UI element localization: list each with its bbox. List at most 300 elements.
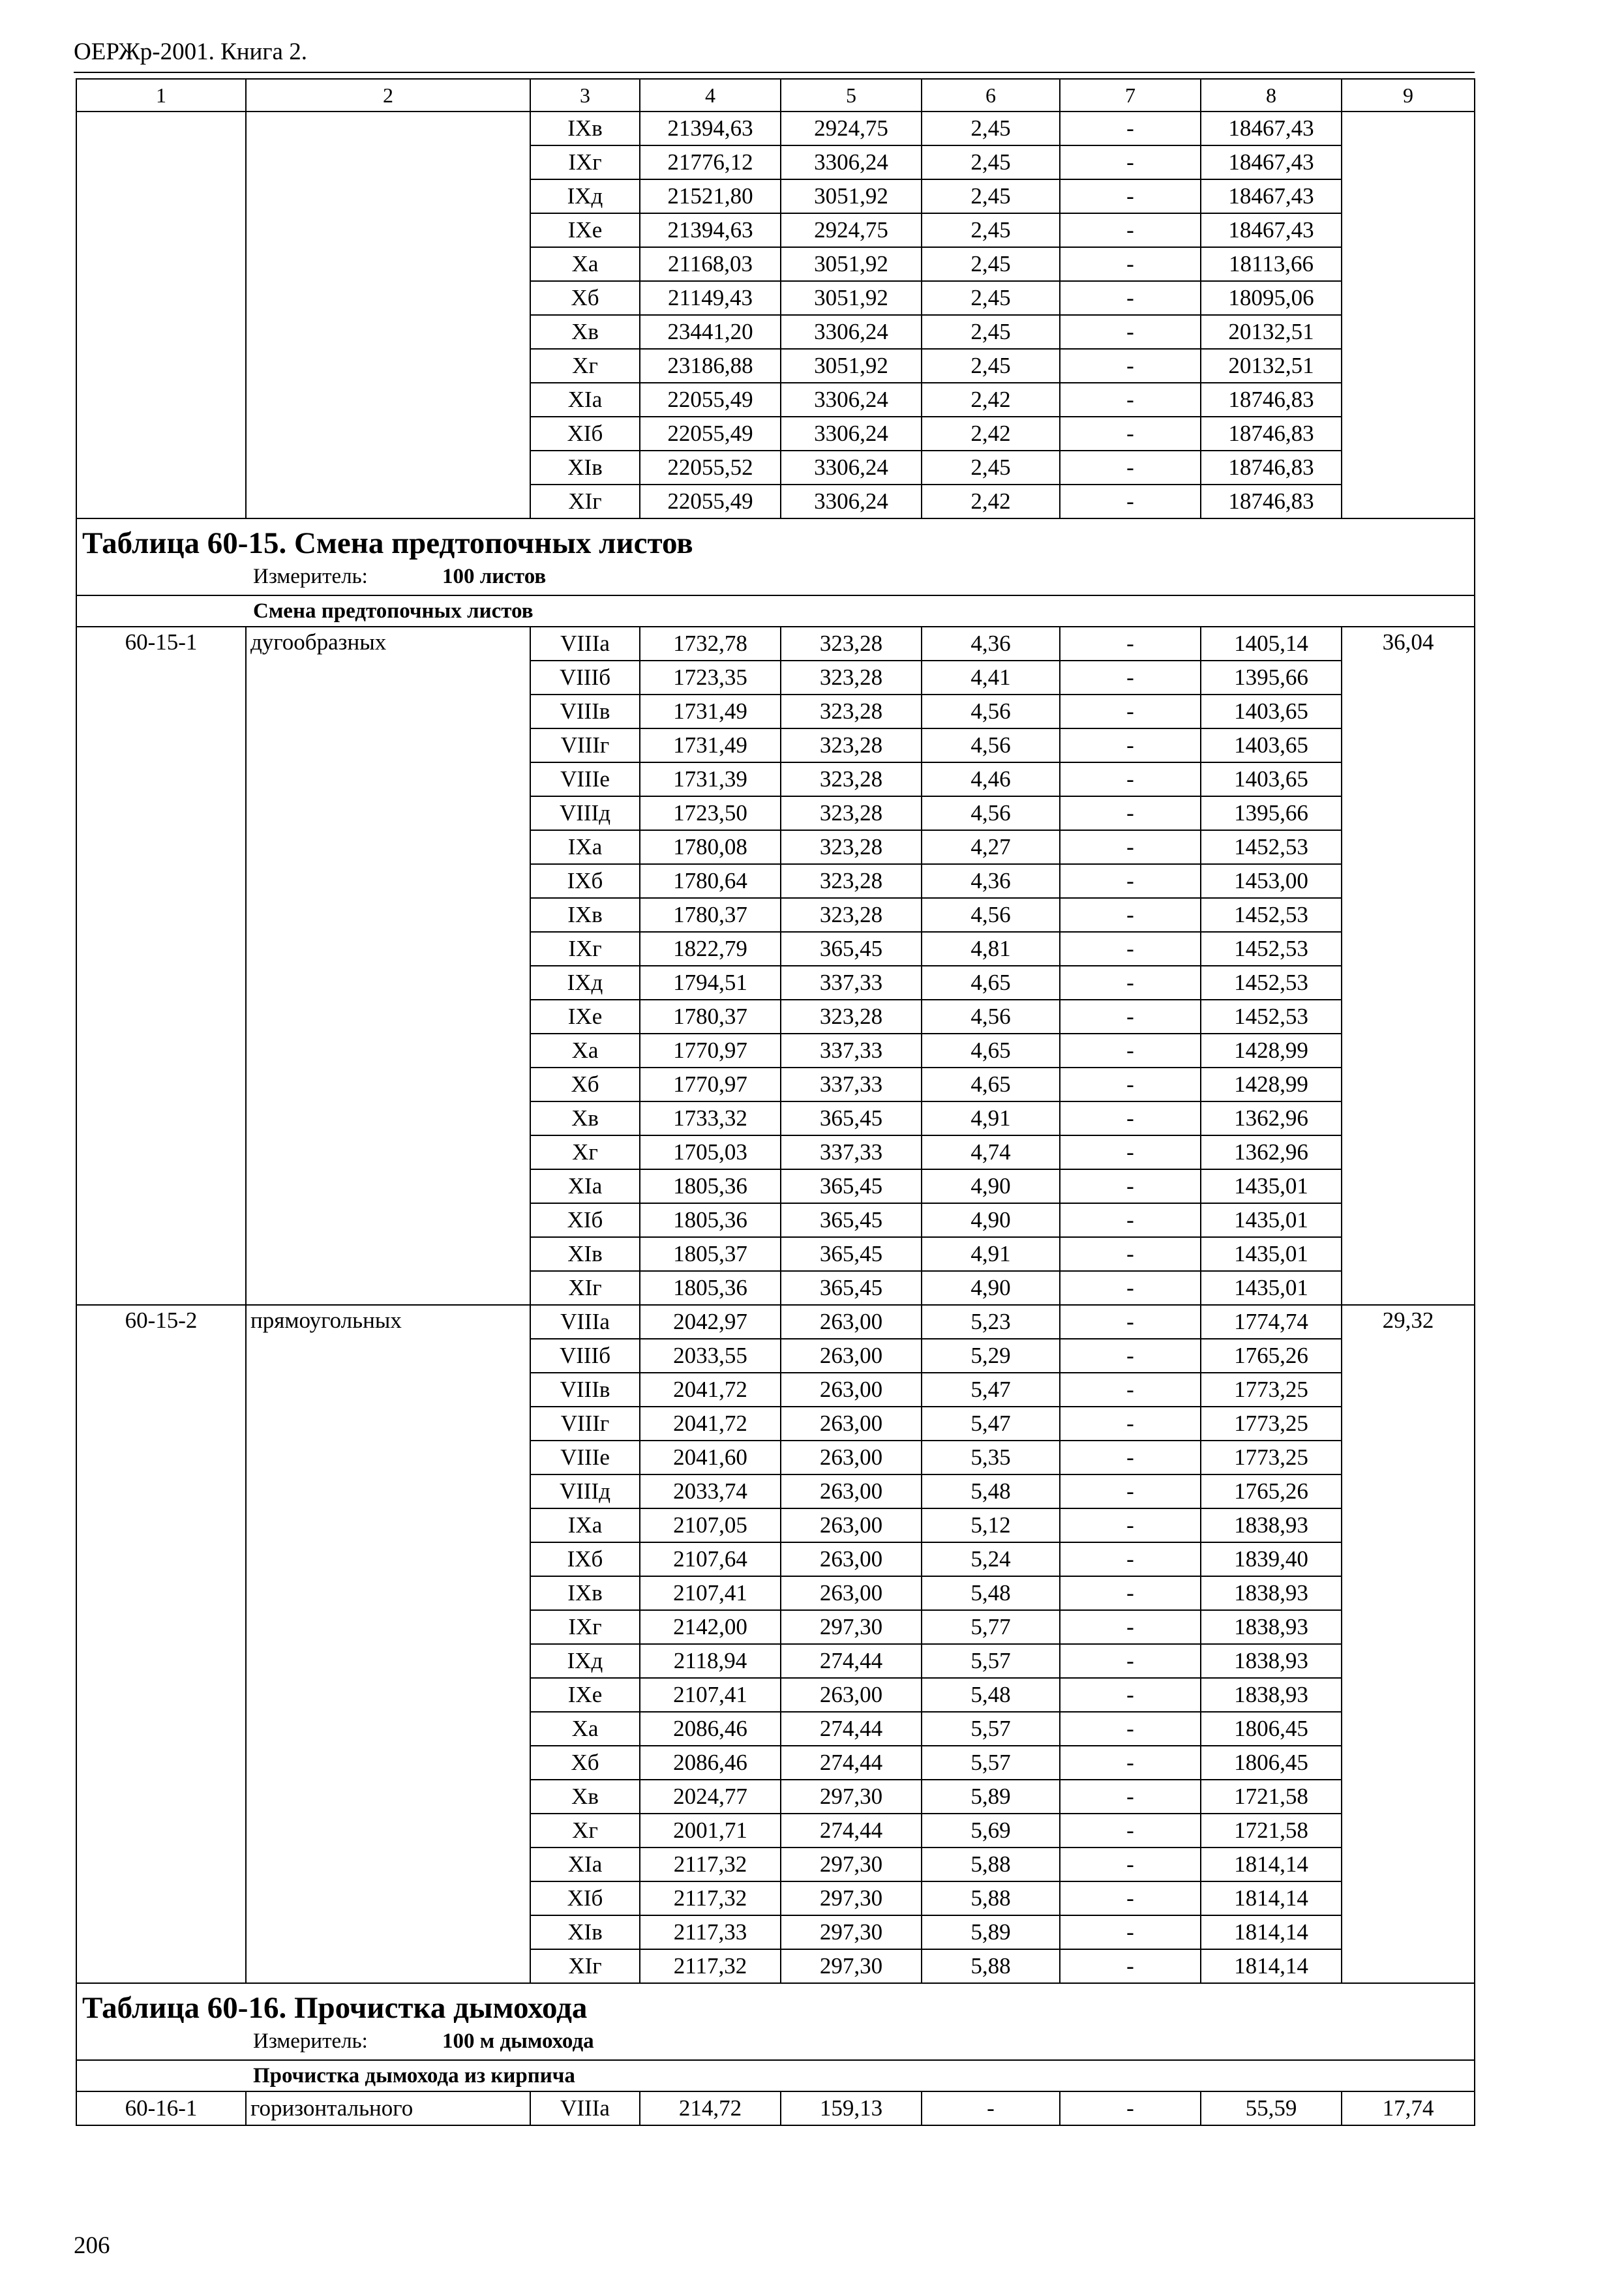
- value-cell: 263,00: [781, 1576, 922, 1610]
- col9-cell: [1342, 417, 1475, 451]
- value-cell: 21394,63: [640, 112, 781, 145]
- value-cell: VIIIг: [530, 1407, 640, 1441]
- name-cell: [246, 247, 530, 281]
- table-row: [76, 1848, 1475, 1881]
- value-cell: -: [1060, 1610, 1201, 1644]
- code-cell: [76, 145, 246, 179]
- value-cell: -: [1060, 627, 1201, 661]
- name-cell: [246, 1407, 530, 1441]
- value-cell: 2041,72: [640, 1373, 781, 1407]
- value-cell: 5,48: [922, 1678, 1060, 1712]
- value-cell: 18467,43: [1201, 145, 1342, 179]
- col9-cell: [1342, 1644, 1475, 1678]
- value-cell: IXд: [530, 179, 640, 213]
- table-row: [76, 1237, 1475, 1271]
- value-cell: 2117,32: [640, 1848, 781, 1881]
- col9-cell: [1342, 898, 1475, 932]
- value-cell: -: [1060, 1339, 1201, 1373]
- value-cell: 4,56: [922, 1000, 1060, 1034]
- value-cell: -: [1060, 830, 1201, 864]
- value-cell: 2117,32: [640, 1949, 781, 1983]
- code-cell: [76, 349, 246, 383]
- value-cell: IXа: [530, 830, 640, 864]
- value-cell: IXе: [530, 213, 640, 247]
- value-cell: 1770,97: [640, 1068, 781, 1101]
- value-cell: Xг: [530, 1814, 640, 1848]
- col9-cell: [1342, 1169, 1475, 1203]
- col9-cell: [1342, 1135, 1475, 1169]
- value-cell: Xв: [530, 1101, 640, 1135]
- value-cell: 1814,14: [1201, 1915, 1342, 1949]
- value-cell: 2,45: [922, 315, 1060, 349]
- table-row: [76, 966, 1475, 1000]
- measure-line: [77, 2027, 1474, 2059]
- value-cell: VIIIв: [530, 695, 640, 728]
- value-cell: 3306,24: [781, 145, 922, 179]
- value-cell: IXб: [530, 864, 640, 898]
- col9-cell: [1342, 1848, 1475, 1881]
- value-cell: XIа: [530, 1848, 640, 1881]
- name-cell: [246, 1848, 530, 1881]
- name-cell: [246, 1576, 530, 1610]
- table-row: [76, 661, 1475, 695]
- table-row: [76, 898, 1475, 932]
- value-cell: -: [1060, 1203, 1201, 1237]
- value-cell: -: [1060, 213, 1201, 247]
- code-cell: [76, 1373, 246, 1407]
- value-cell: 214,72: [640, 2091, 781, 2125]
- table-row: [76, 179, 1475, 213]
- value-cell: 2107,64: [640, 1542, 781, 1576]
- page-number: 206: [74, 2232, 110, 2259]
- value-cell: 2117,32: [640, 1881, 781, 1915]
- value-cell: -: [1060, 1407, 1201, 1441]
- measure-label: Измеритель:: [253, 565, 368, 588]
- col9-cell: [1342, 864, 1475, 898]
- value-cell: Xг: [530, 349, 640, 383]
- value-cell: 1805,36: [640, 1169, 781, 1203]
- value-cell: 23441,20: [640, 315, 781, 349]
- value-cell: -: [1060, 1678, 1201, 1712]
- table-row: [76, 417, 1475, 451]
- value-cell: -: [1060, 1915, 1201, 1949]
- code-cell: [76, 1780, 246, 1814]
- value-cell: 297,30: [781, 1949, 922, 1983]
- value-cell: Xа: [530, 1712, 640, 1746]
- value-cell: 2033,55: [640, 1339, 781, 1373]
- value-cell: IXб: [530, 1542, 640, 1576]
- code-cell: [76, 112, 246, 145]
- code-cell: [76, 1169, 246, 1203]
- value-cell: 1794,51: [640, 966, 781, 1000]
- code-cell: 60-15-1: [76, 627, 246, 661]
- column-number: 5: [781, 79, 922, 112]
- col9-cell: [1342, 1373, 1475, 1407]
- value-cell: 2117,33: [640, 1915, 781, 1949]
- value-cell: -: [1060, 695, 1201, 728]
- value-cell: 263,00: [781, 1542, 922, 1576]
- value-cell: 4,27: [922, 830, 1060, 864]
- value-cell: -: [1060, 349, 1201, 383]
- table-title: Таблица 60-15. Смена предтопочных листов: [82, 526, 693, 560]
- col9-cell: 29,32: [1342, 1305, 1475, 1339]
- value-cell: 2924,75: [781, 112, 922, 145]
- subheading-cell: Смена предтопочных листов: [76, 595, 1475, 627]
- table-row: [76, 1068, 1475, 1101]
- column-number: 7: [1060, 79, 1201, 112]
- column-number: 1: [76, 79, 246, 112]
- value-cell: 4,56: [922, 695, 1060, 728]
- column-number: 9: [1342, 79, 1475, 112]
- value-cell: 323,28: [781, 1000, 922, 1034]
- column-number: 4: [640, 79, 781, 112]
- value-cell: 1721,58: [1201, 1814, 1342, 1848]
- name-cell: прямоугольных: [246, 1305, 530, 1339]
- value-cell: 3306,24: [781, 451, 922, 485]
- table-row: [76, 247, 1475, 281]
- value-cell: 20132,51: [1201, 315, 1342, 349]
- value-cell: 2,45: [922, 247, 1060, 281]
- value-cell: 159,13: [781, 2091, 922, 2125]
- value-cell: 22055,49: [640, 417, 781, 451]
- code-cell: [76, 1746, 246, 1780]
- value-cell: 18095,06: [1201, 281, 1342, 315]
- value-cell: -: [1060, 383, 1201, 417]
- value-cell: -: [1060, 1848, 1201, 1881]
- value-cell: 21394,63: [640, 213, 781, 247]
- code-cell: [76, 451, 246, 485]
- value-cell: 297,30: [781, 1915, 922, 1949]
- table-row: [76, 1915, 1475, 1949]
- value-cell: -: [1060, 179, 1201, 213]
- value-cell: -: [1060, 898, 1201, 932]
- value-cell: 5,57: [922, 1712, 1060, 1746]
- value-cell: 1839,40: [1201, 1542, 1342, 1576]
- value-cell: 3306,24: [781, 315, 922, 349]
- col9-cell: [1342, 1678, 1475, 1712]
- value-cell: 365,45: [781, 1271, 922, 1305]
- value-cell: 4,41: [922, 661, 1060, 695]
- table-row: [76, 1508, 1475, 1542]
- value-cell: 1838,93: [1201, 1576, 1342, 1610]
- col9-cell: [1342, 830, 1475, 864]
- name-cell: [246, 1068, 530, 1101]
- name-cell: [246, 1474, 530, 1508]
- value-cell: IXв: [530, 1576, 640, 1610]
- value-cell: 263,00: [781, 1373, 922, 1407]
- value-cell: 1733,32: [640, 1101, 781, 1135]
- name-cell: [246, 1542, 530, 1576]
- value-cell: 2,45: [922, 145, 1060, 179]
- name-cell: [246, 1034, 530, 1068]
- table-section-header: [76, 518, 1475, 595]
- subheading-cell: Прочистка дымохода из кирпича: [76, 2060, 1475, 2091]
- col9-cell: [1342, 661, 1475, 695]
- value-cell: 5,57: [922, 1644, 1060, 1678]
- value-cell: 263,00: [781, 1474, 922, 1508]
- value-cell: IXа: [530, 1508, 640, 1542]
- value-cell: -: [1060, 1949, 1201, 1983]
- table-row: [76, 1780, 1475, 1814]
- value-cell: 1435,01: [1201, 1203, 1342, 1237]
- value-cell: 2086,46: [640, 1746, 781, 1780]
- measure-value: 100 м дымохода: [442, 2029, 594, 2053]
- name-cell: [246, 417, 530, 451]
- value-cell: 1814,14: [1201, 1881, 1342, 1915]
- value-cell: 2107,05: [640, 1508, 781, 1542]
- col9-cell: [1342, 145, 1475, 179]
- name-cell: [246, 451, 530, 485]
- col9-cell: [1342, 1068, 1475, 1101]
- code-cell: [76, 1712, 246, 1746]
- value-cell: 18746,83: [1201, 451, 1342, 485]
- code-cell: [76, 932, 246, 966]
- col9-cell: [1342, 1915, 1475, 1949]
- table-row: [76, 1610, 1475, 1644]
- value-cell: 297,30: [781, 1848, 922, 1881]
- table-row: [76, 349, 1475, 383]
- col9-cell: [1342, 1542, 1475, 1576]
- value-cell: 2,45: [922, 451, 1060, 485]
- col9-cell: [1342, 383, 1475, 417]
- value-cell: 4,90: [922, 1169, 1060, 1203]
- name-cell: [246, 1644, 530, 1678]
- col9-cell: [1342, 179, 1475, 213]
- value-cell: -: [1060, 1271, 1201, 1305]
- code-cell: [76, 315, 246, 349]
- value-cell: 1723,50: [640, 796, 781, 830]
- col9-cell: [1342, 1610, 1475, 1644]
- value-cell: 274,44: [781, 1712, 922, 1746]
- col9-cell: [1342, 1881, 1475, 1915]
- value-cell: 18746,83: [1201, 383, 1342, 417]
- name-cell: [246, 1712, 530, 1746]
- table-row: [76, 1339, 1475, 1373]
- table-row: [76, 485, 1475, 518]
- value-cell: XIг: [530, 1271, 640, 1305]
- value-cell: 4,91: [922, 1101, 1060, 1135]
- value-cell: 1435,01: [1201, 1237, 1342, 1271]
- value-cell: -: [1060, 864, 1201, 898]
- name-cell: [246, 112, 530, 145]
- table-row: [76, 1034, 1475, 1068]
- value-cell: 1838,93: [1201, 1508, 1342, 1542]
- table-row: [76, 1169, 1475, 1203]
- table-row: [76, 1644, 1475, 1678]
- table-row: [76, 315, 1475, 349]
- value-cell: 5,48: [922, 1576, 1060, 1610]
- value-cell: -: [1060, 1373, 1201, 1407]
- code-cell: [76, 830, 246, 864]
- value-cell: 5,23: [922, 1305, 1060, 1339]
- value-cell: -: [1060, 247, 1201, 281]
- value-cell: IXе: [530, 1000, 640, 1034]
- value-cell: IXд: [530, 1644, 640, 1678]
- name-cell: [246, 1135, 530, 1169]
- value-cell: 2042,97: [640, 1305, 781, 1339]
- value-cell: 274,44: [781, 1746, 922, 1780]
- value-cell: 1405,14: [1201, 627, 1342, 661]
- col9-cell: [1342, 1474, 1475, 1508]
- value-cell: 2024,77: [640, 1780, 781, 1814]
- value-cell: 4,46: [922, 762, 1060, 796]
- value-cell: 1780,08: [640, 830, 781, 864]
- col9-cell: [1342, 112, 1475, 145]
- value-cell: Xб: [530, 1068, 640, 1101]
- value-cell: -: [1060, 1135, 1201, 1169]
- value-cell: 3051,92: [781, 179, 922, 213]
- value-cell: -: [1060, 451, 1201, 485]
- name-cell: [246, 1814, 530, 1848]
- value-cell: -: [1060, 1780, 1201, 1814]
- table-row: [76, 1712, 1475, 1746]
- value-cell: 21149,43: [640, 281, 781, 315]
- name-cell: [246, 1949, 530, 1983]
- value-cell: 1806,45: [1201, 1712, 1342, 1746]
- value-cell: VIIIв: [530, 1373, 640, 1407]
- value-cell: 263,00: [781, 1305, 922, 1339]
- code-cell: [76, 1949, 246, 1983]
- value-cell: -: [1060, 1508, 1201, 1542]
- table-row: [76, 145, 1475, 179]
- value-cell: 22055,49: [640, 383, 781, 417]
- measure-line: [77, 562, 1474, 595]
- table-row: [76, 695, 1475, 728]
- col9-cell: [1342, 1271, 1475, 1305]
- value-cell: 1805,36: [640, 1203, 781, 1237]
- name-cell: [246, 728, 530, 762]
- value-cell: 4,90: [922, 1271, 1060, 1305]
- table-row: [76, 2091, 1475, 2125]
- table-row: [76, 1746, 1475, 1780]
- name-cell: [246, 485, 530, 518]
- value-cell: -: [1060, 1101, 1201, 1135]
- col9-cell: [1342, 1712, 1475, 1746]
- value-cell: Xв: [530, 315, 640, 349]
- table-subheading: [76, 2060, 1475, 2091]
- name-cell: [246, 1339, 530, 1373]
- code-cell: [76, 1881, 246, 1915]
- value-cell: XIа: [530, 1169, 640, 1203]
- value-cell: 55,59: [1201, 2091, 1342, 2125]
- value-cell: IXв: [530, 112, 640, 145]
- value-cell: 1452,53: [1201, 898, 1342, 932]
- value-cell: 1814,14: [1201, 1848, 1342, 1881]
- value-cell: -: [1060, 1542, 1201, 1576]
- col9-cell: [1342, 349, 1475, 383]
- running-header: ОЕРЖр-2001. Книга 2.: [74, 38, 307, 65]
- value-cell: 1838,93: [1201, 1678, 1342, 1712]
- col9-cell: [1342, 1407, 1475, 1441]
- value-cell: -: [1060, 417, 1201, 451]
- table-row: [76, 1949, 1475, 1983]
- value-cell: Xб: [530, 281, 640, 315]
- value-cell: 323,28: [781, 830, 922, 864]
- value-cell: 365,45: [781, 1237, 922, 1271]
- table-section-header: [76, 1983, 1475, 2060]
- value-cell: 274,44: [781, 1644, 922, 1678]
- value-cell: -: [1060, 796, 1201, 830]
- value-cell: 18467,43: [1201, 179, 1342, 213]
- name-cell: [246, 762, 530, 796]
- code-cell: [76, 728, 246, 762]
- price-table: [76, 78, 1475, 2126]
- value-cell: -: [1060, 1474, 1201, 1508]
- table-row: [76, 383, 1475, 417]
- value-cell: 1723,35: [640, 661, 781, 695]
- value-cell: 5,88: [922, 1881, 1060, 1915]
- value-cell: 5,48: [922, 1474, 1060, 1508]
- value-cell: 1403,65: [1201, 695, 1342, 728]
- table-row: [76, 1576, 1475, 1610]
- value-cell: 3051,92: [781, 349, 922, 383]
- value-cell: 2118,94: [640, 1644, 781, 1678]
- value-cell: 2142,00: [640, 1610, 781, 1644]
- code-cell: [76, 281, 246, 315]
- code-cell: [76, 1644, 246, 1678]
- value-cell: 263,00: [781, 1508, 922, 1542]
- value-cell: 1838,93: [1201, 1610, 1342, 1644]
- name-cell: [246, 1000, 530, 1034]
- value-cell: 1452,53: [1201, 830, 1342, 864]
- value-cell: -: [1060, 315, 1201, 349]
- value-cell: -: [1060, 1814, 1201, 1848]
- name-cell: [246, 1271, 530, 1305]
- col9-cell: [1342, 247, 1475, 281]
- value-cell: 1731,49: [640, 728, 781, 762]
- value-cell: 22055,52: [640, 451, 781, 485]
- value-cell: 1453,00: [1201, 864, 1342, 898]
- value-cell: XIб: [530, 1203, 640, 1237]
- value-cell: 1435,01: [1201, 1271, 1342, 1305]
- table-row: [76, 1135, 1475, 1169]
- value-cell: 1774,74: [1201, 1305, 1342, 1339]
- value-cell: 2,45: [922, 179, 1060, 213]
- value-cell: 365,45: [781, 1203, 922, 1237]
- name-cell: [246, 383, 530, 417]
- name-cell: [246, 349, 530, 383]
- value-cell: 297,30: [781, 1881, 922, 1915]
- value-cell: 1773,25: [1201, 1407, 1342, 1441]
- table-row: [76, 864, 1475, 898]
- value-cell: 18746,83: [1201, 417, 1342, 451]
- value-cell: 297,30: [781, 1780, 922, 1814]
- value-cell: 337,33: [781, 1068, 922, 1101]
- value-cell: 1403,65: [1201, 728, 1342, 762]
- value-cell: 21776,12: [640, 145, 781, 179]
- name-cell: [246, 145, 530, 179]
- code-cell: [76, 762, 246, 796]
- col9-cell: [1342, 451, 1475, 485]
- value-cell: 323,28: [781, 898, 922, 932]
- value-cell: 5,47: [922, 1407, 1060, 1441]
- code-cell: [76, 247, 246, 281]
- value-cell: 337,33: [781, 1135, 922, 1169]
- value-cell: 2107,41: [640, 1678, 781, 1712]
- value-cell: -: [1060, 1576, 1201, 1610]
- value-cell: IXг: [530, 145, 640, 179]
- value-cell: 5,47: [922, 1373, 1060, 1407]
- code-cell: [76, 1576, 246, 1610]
- table-row: [76, 213, 1475, 247]
- value-cell: 5,35: [922, 1441, 1060, 1474]
- table-row: [76, 1305, 1475, 1339]
- value-cell: 2086,46: [640, 1712, 781, 1746]
- value-cell: 4,65: [922, 1068, 1060, 1101]
- table-row: [76, 830, 1475, 864]
- value-cell: 4,36: [922, 864, 1060, 898]
- code-cell: [76, 1542, 246, 1576]
